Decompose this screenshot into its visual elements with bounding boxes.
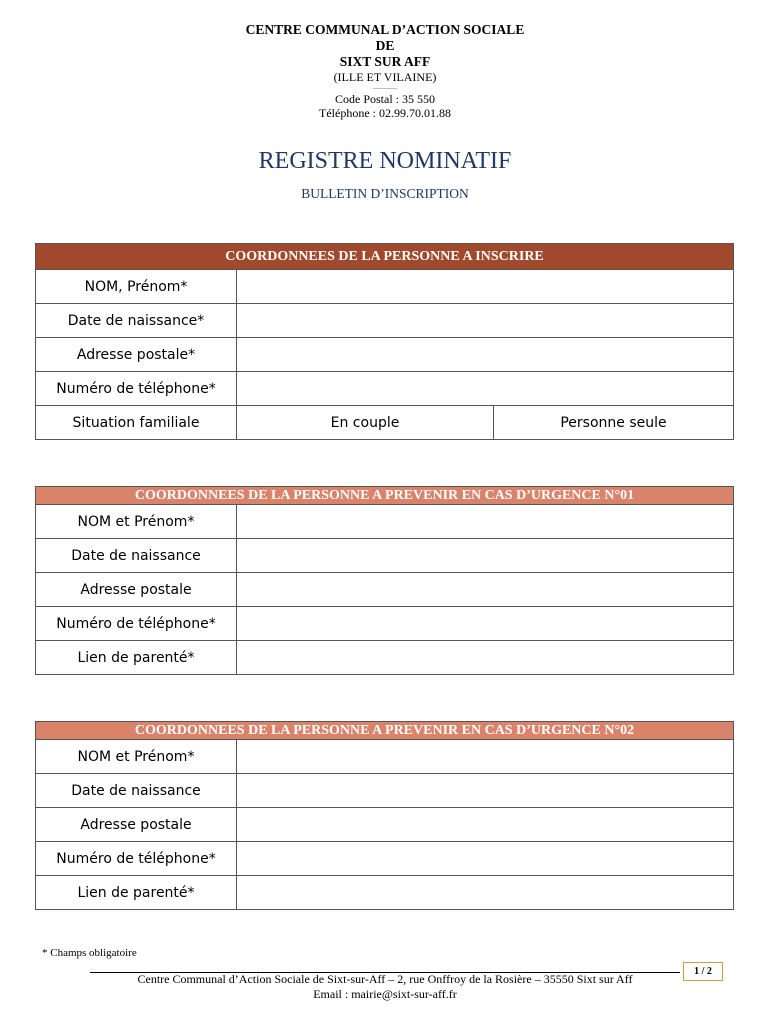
table-row xyxy=(36,270,734,304)
table-row xyxy=(36,774,734,808)
table-row xyxy=(36,372,734,406)
field-input[interactable] xyxy=(237,607,734,641)
field-label: NOM et Prénom* xyxy=(36,740,237,774)
page-title: REGISTRE NOMINATIF xyxy=(258,148,512,174)
field-input[interactable] xyxy=(237,808,734,842)
field-input[interactable] xyxy=(237,304,734,338)
field-input[interactable] xyxy=(237,573,734,607)
field-label: Lien de parenté* xyxy=(36,876,237,910)
field-input[interactable] xyxy=(237,876,734,910)
table-row xyxy=(36,641,734,675)
table-row xyxy=(36,876,734,910)
table-row xyxy=(36,338,734,372)
org-town: SIXT SUR AFF xyxy=(339,54,431,69)
section-heading: COORDONNEES DE LA PERSONNE A INSCRIRE xyxy=(36,244,734,270)
table-row xyxy=(36,607,734,641)
field-input[interactable] xyxy=(237,270,734,304)
field-label: Adresse postale* xyxy=(36,338,237,372)
field-label: Adresse postale xyxy=(36,573,237,607)
field-label: Date de naissance xyxy=(36,774,237,808)
field-input[interactable] xyxy=(237,539,734,573)
required-note: * Champs obligatoire xyxy=(42,947,137,959)
field-label: Lien de parenté* xyxy=(36,641,237,675)
field-label: Numéro de téléphone* xyxy=(36,842,237,876)
table-row xyxy=(36,740,734,774)
field-label: Situation familiale xyxy=(36,406,237,440)
table-row xyxy=(36,808,734,842)
field-input[interactable] xyxy=(237,774,734,808)
org-name-de: DE xyxy=(375,38,395,53)
field-input[interactable] xyxy=(237,641,734,675)
emergency-contact-2-table xyxy=(35,721,734,910)
field-label: NOM, Prénom* xyxy=(36,270,237,304)
option-single[interactable]: Personne seule xyxy=(494,406,734,440)
table-row xyxy=(36,539,734,573)
field-label: Date de naissance xyxy=(36,539,237,573)
table-row xyxy=(36,406,734,440)
footer-address: Centre Communal d’Action Sociale de Sixt-sur-Aff – 2, rue Onffroy de la Rosière – 35550 Sixt sur Aff xyxy=(137,972,633,986)
option-couple[interactable]: En couple xyxy=(237,406,494,440)
letterhead xyxy=(0,22,770,120)
table-row xyxy=(36,842,734,876)
table-row xyxy=(36,505,734,539)
section-heading: COORDONNEES DE LA PERSONNE A PREVENIR EN CAS D’URGENCE N°01 xyxy=(36,487,734,505)
emergency-contact-1-table xyxy=(35,486,734,675)
field-input[interactable] xyxy=(237,372,734,406)
field-label: Date de naissance* xyxy=(36,304,237,338)
footer xyxy=(0,972,770,1002)
field-input[interactable] xyxy=(237,842,734,876)
postal-code: Code Postal : 35 550 xyxy=(334,92,435,106)
field-label: Adresse postale xyxy=(36,808,237,842)
person-table xyxy=(35,243,734,440)
footer-email: Email : mairie@sixt-sur-aff.fr xyxy=(313,987,457,1001)
org-region: (ILLE ET VILAINE) xyxy=(333,70,437,84)
phone-number: Téléphone : 02.99.70.01.88 xyxy=(319,106,451,120)
table-row xyxy=(36,573,734,607)
header-separator: ——— xyxy=(373,83,397,92)
field-label: NOM et Prénom* xyxy=(36,505,237,539)
section-heading: COORDONNEES DE LA PERSONNE A PREVENIR EN CAS D’URGENCE N°02 xyxy=(36,722,734,740)
page-subtitle: BULLETIN D’INSCRIPTION xyxy=(301,186,469,201)
field-input[interactable] xyxy=(237,338,734,372)
table-row xyxy=(36,304,734,338)
org-name: CENTRE COMMUNAL D’ACTION SOCIALE xyxy=(245,22,525,37)
field-label: Numéro de téléphone* xyxy=(36,607,237,641)
page-number: 1 / 2 xyxy=(683,962,723,981)
field-label: Numéro de téléphone* xyxy=(36,372,237,406)
field-input[interactable] xyxy=(237,505,734,539)
field-input[interactable] xyxy=(237,740,734,774)
